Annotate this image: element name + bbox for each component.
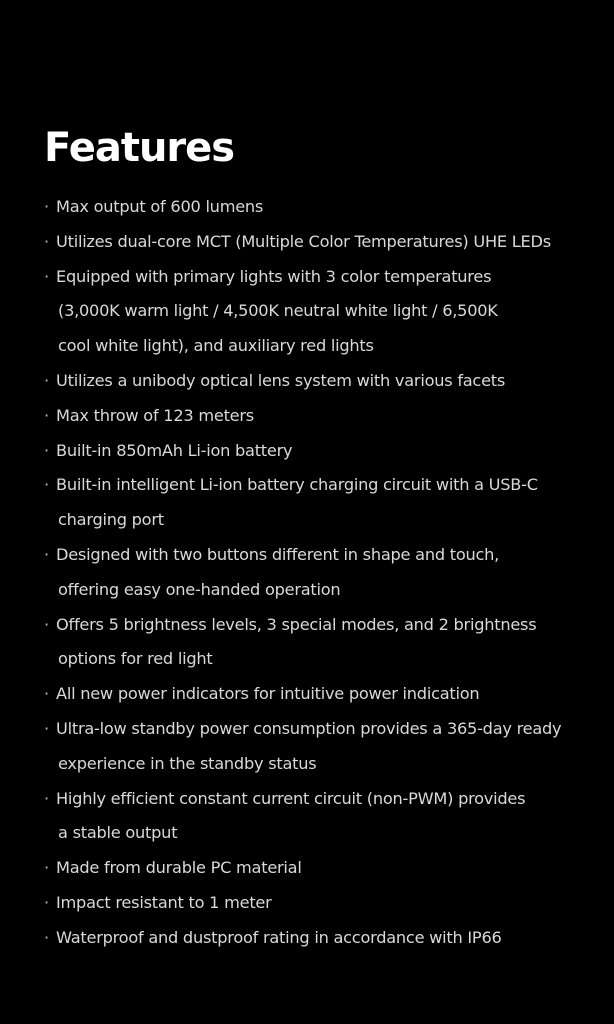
feature-text: Utilizes a unibody optical lens system with various facets (56, 370, 506, 390)
feature-text: Highly efficient constant current circuit (non-PWM) provides (56, 788, 526, 808)
feature-text: Impact resistant to 1 meter (56, 892, 272, 912)
feature-item (44, 538, 584, 608)
feature-text: Utilizes dual-core MCT (Multiple Color Temperatures) UHE LEDs (56, 231, 551, 251)
bullet-icon: · (44, 231, 49, 251)
feature-text: experience in the standby status (58, 753, 317, 773)
feature-text: options for red light (58, 649, 213, 669)
feature-item (44, 468, 584, 538)
feature-item (44, 677, 584, 712)
feature-text: Designed with two buttons different in shape and touch, (56, 544, 500, 564)
bullet-icon: · (44, 405, 49, 425)
feature-item (44, 712, 584, 782)
bullet-icon: · (44, 544, 49, 564)
bullet-icon: · (44, 440, 49, 460)
feature-item (44, 260, 584, 364)
bullet-icon: · (44, 266, 49, 286)
bullet-icon: · (44, 475, 49, 495)
feature-item (44, 921, 584, 956)
feature-text: Offers 5 brightness levels, 3 special modes, and 2 brightness (56, 614, 537, 634)
feature-item (44, 190, 584, 225)
feature-item (44, 225, 584, 260)
feature-text: Made from durable PC material (56, 858, 302, 878)
feature-text: Built-in intelligent Li-ion battery charging circuit with a USB-C (56, 475, 538, 495)
bullet-icon: · (44, 370, 49, 390)
feature-text: Max throw of 123 meters (56, 405, 254, 425)
bullet-icon: · (44, 892, 49, 912)
bullet-icon: · (44, 197, 49, 216)
bullet-icon: · (44, 614, 49, 634)
feature-item (44, 851, 584, 886)
features-list (44, 190, 584, 956)
feature-item (44, 782, 584, 852)
page-title: Features (44, 125, 235, 171)
feature-text: Built-in 850mAh Li-ion battery (56, 440, 293, 460)
feature-item (44, 434, 584, 469)
feature-item (44, 399, 584, 434)
bullet-icon: · (44, 718, 49, 738)
feature-text: cool white light), and auxiliary red lights (58, 336, 374, 356)
feature-text: offering easy one-handed operation (58, 579, 341, 599)
feature-item (44, 886, 584, 921)
bullet-icon: · (44, 927, 49, 947)
feature-text: charging port (58, 510, 164, 530)
feature-text: All new power indicators for intuitive power indication (56, 684, 480, 704)
bullet-icon: · (44, 788, 49, 808)
feature-text: Ultra-low standby power consumption provides a 365-day ready (56, 718, 562, 738)
feature-text: Max output of 600 lumens (56, 197, 264, 216)
bullet-icon: · (44, 684, 49, 704)
feature-item (44, 608, 584, 678)
bullet-icon: · (44, 858, 49, 878)
feature-text: Equipped with primary lights with 3 color temperatures (56, 266, 492, 286)
feature-text: (3,000K warm light / 4,500K neutral white light / 6,500K (58, 301, 498, 321)
feature-text: Waterproof and dustproof rating in accordance with IP66 (56, 927, 502, 947)
feature-text: a stable output (58, 823, 178, 843)
feature-item (44, 364, 584, 399)
